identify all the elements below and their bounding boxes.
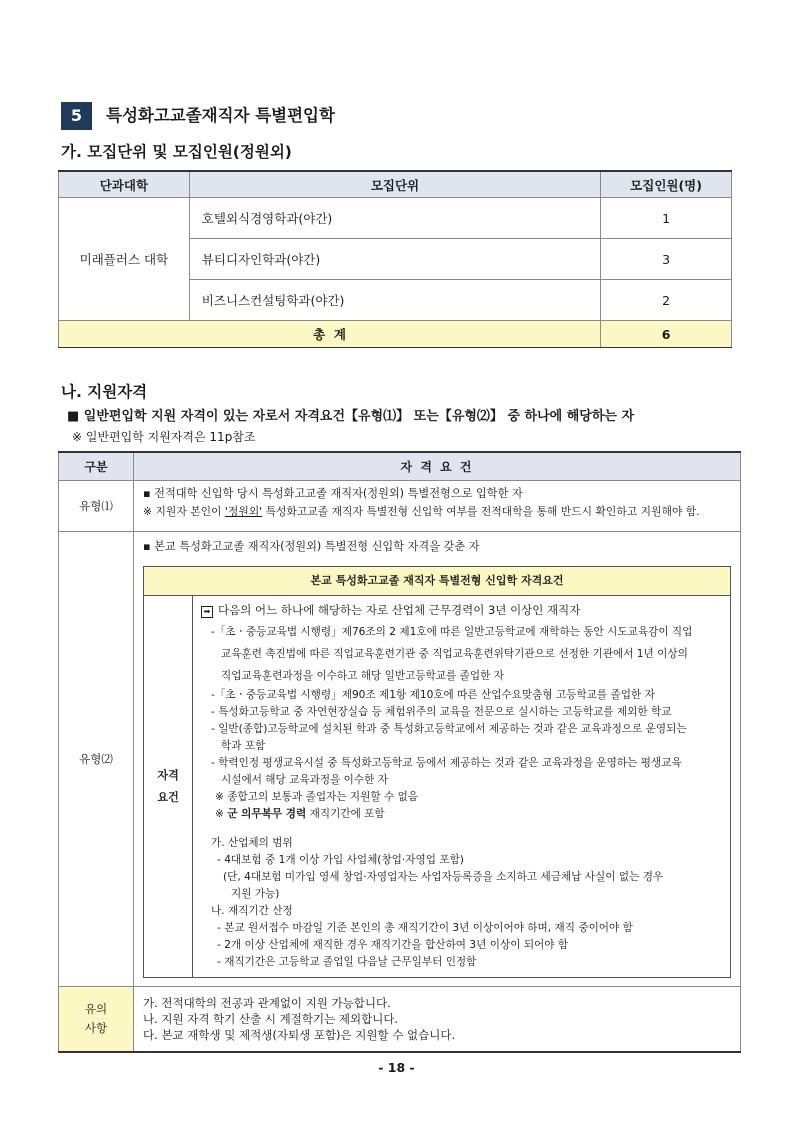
- list-item: - 특성화고등학교 중 자연현장실습 등 체험위주의 교육을 전문으로 실시하는 고등학교를 제외한 학교: [211, 706, 672, 718]
- inner-label: 자격 요건: [144, 596, 193, 978]
- list-item: 학과 포함: [221, 740, 266, 752]
- inner-body: [193, 596, 731, 978]
- note-item: 나. 지원 자격 학기 산출 시 계절학기는 제외합니다.: [143, 1012, 399, 1026]
- list-item: 지원 가능): [231, 888, 280, 900]
- part-b-title: 나. 지원자격: [61, 383, 148, 401]
- requirement-summary: ■ 일반편입학 지원 자격이 있는 자로서 자격요건【유형⑴】 또는【유형⑵】 중 하나에 해당하는 자: [67, 409, 635, 424]
- list-item: ※ 군 의무복무 경력 재직기간에 포함: [215, 808, 385, 820]
- notes-label: 유의 사항: [59, 987, 134, 1053]
- list-item: -「초ㆍ중등교육법 시행령」제76조의 2 제1호에 따른 일반고등학교에 재학하는 동안 시도교육감이 직업: [211, 626, 693, 638]
- list-item: - 학력인정 평생교육시설 중 특성화고등학교 등에서 제공하는 것과 같은 교육과정을 운영하는 평생교육: [211, 757, 682, 769]
- note-item: 다. 본교 재학생 및 제적생(자퇴생 포함)은 지원할 수 없습니다.: [143, 1028, 456, 1042]
- section-title: 특성화고교졸재직자 특별편입학: [106, 106, 335, 125]
- section-number: 5: [61, 102, 92, 130]
- header-category: 구분: [59, 452, 134, 481]
- type1-warning: ※ 지원자 본인이 '정원외' 특성화고교졸 재직자 특별전형 신입학 여부를 전적대학을 통해 반드시 확인하고 지원해야 함.: [143, 505, 700, 518]
- list-item: 가. 산업체의 범위: [211, 837, 293, 849]
- college-name: 미래플러스 대학: [59, 198, 190, 321]
- unit-name: 뷰티디자인학과(야간): [189, 239, 600, 280]
- list-item: (단, 4대보험 미가입 영세 창업·자영업자는 사업자등록증을 소지하고 세금체납 사실이 없는 경우: [223, 871, 664, 883]
- reference-note: ※ 일반편입학 지원자격은 11p참조: [72, 430, 256, 444]
- header-unit: 모집단위: [189, 171, 600, 198]
- total-row: [59, 321, 732, 348]
- total-value: 6: [601, 321, 732, 348]
- list-item: - 재직기간은 고등학교 졸업일 다음날 근무일부터 인정함: [217, 956, 477, 968]
- arrow-box-icon: ➡: [201, 606, 213, 618]
- type1-label: 유형⑴: [59, 481, 134, 532]
- list-item: 교육훈련 촉진법에 따른 직업교육훈련기관 중 직업교육훈련위탁기관으로 선정한 기관에서 1년 이상의: [221, 648, 688, 660]
- list-item: -「초ㆍ중등교육법 시행령」제90조 제1항 제10호에 따른 산업수요맞춤형 고등학교를 졸업한 자: [211, 689, 655, 701]
- type1-row: [59, 481, 741, 532]
- unit-name: 비즈니스컨설팅학과(야간): [189, 280, 600, 321]
- type2-label: 유형⑵: [59, 532, 134, 987]
- list-item: ※ 종합고의 보통과 졸업자는 지원할 수 없음: [215, 791, 419, 803]
- type1-line: ▪ 전적대학 신입학 당시 특성화고교졸 재직자(정원외) 특별전형으로 입학한 자: [143, 487, 523, 500]
- list-item: ➡ 다음의 어느 하나에 해당하는 자로 산업체 근무경력이 3년 이상인 재직자: [201, 602, 722, 619]
- list-item: 시설에서 해당 교육과정을 이수한 자: [221, 774, 388, 786]
- page-number: - 18 -: [378, 1060, 415, 1075]
- list-item: - 2개 이상 산업체에 재직한 경우 재직기간을 합산하여 3년 이상이 되어야 함: [217, 939, 569, 951]
- inner-table: [143, 566, 731, 978]
- header-requirements: 자 격 요 건: [134, 452, 741, 481]
- notes-row: [59, 987, 741, 1053]
- list-item: - 본교 원서접수 마감일 기준 본인의 총 재직기간이 3년 이상이어야 하며, 재직 중이어야 함: [217, 922, 633, 934]
- unit-count: 1: [601, 198, 732, 239]
- qualification-table: [58, 451, 741, 1053]
- list-item: - 일반(종합)고등학교에 설치된 학과 중 특성화고등학교에서 제공하는 것과 같은 교육과정으로 운영되는: [211, 723, 687, 735]
- list-item: 직업교육훈련과정을 이수하고 해당 일반고등학교를 졸업한 자: [221, 670, 504, 682]
- note-item: 가. 전적대학의 전공과 관계없이 지원 가능합니다.: [143, 996, 391, 1010]
- type2-row: [59, 532, 741, 987]
- header-college: 단과대학: [59, 171, 190, 198]
- unit-name: 호텔외식경영학과(야간): [189, 198, 600, 239]
- header-count: 모집인원(명): [601, 171, 732, 198]
- total-label: 총 계: [59, 321, 601, 348]
- part-a-title: 가. 모집단위 및 모집인원(정원외): [61, 143, 292, 161]
- unit-count: 3: [601, 239, 732, 280]
- recruitment-table: [58, 170, 732, 348]
- inner-title: 본교 특성화고교졸 재직자 특별전형 신입학 자격요건: [144, 567, 731, 596]
- list-item: 나. 재직기간 산정: [211, 905, 293, 917]
- type2-line: ▪ 본교 특성화고교졸 재직자(정원외) 특별전형 신입학 자격을 갖춘 자: [143, 540, 480, 553]
- table-row: [59, 198, 732, 239]
- list-item: - 4대보험 중 1개 이상 가입 사업체(창업·자영업 포함): [217, 854, 464, 866]
- unit-count: 2: [601, 280, 732, 321]
